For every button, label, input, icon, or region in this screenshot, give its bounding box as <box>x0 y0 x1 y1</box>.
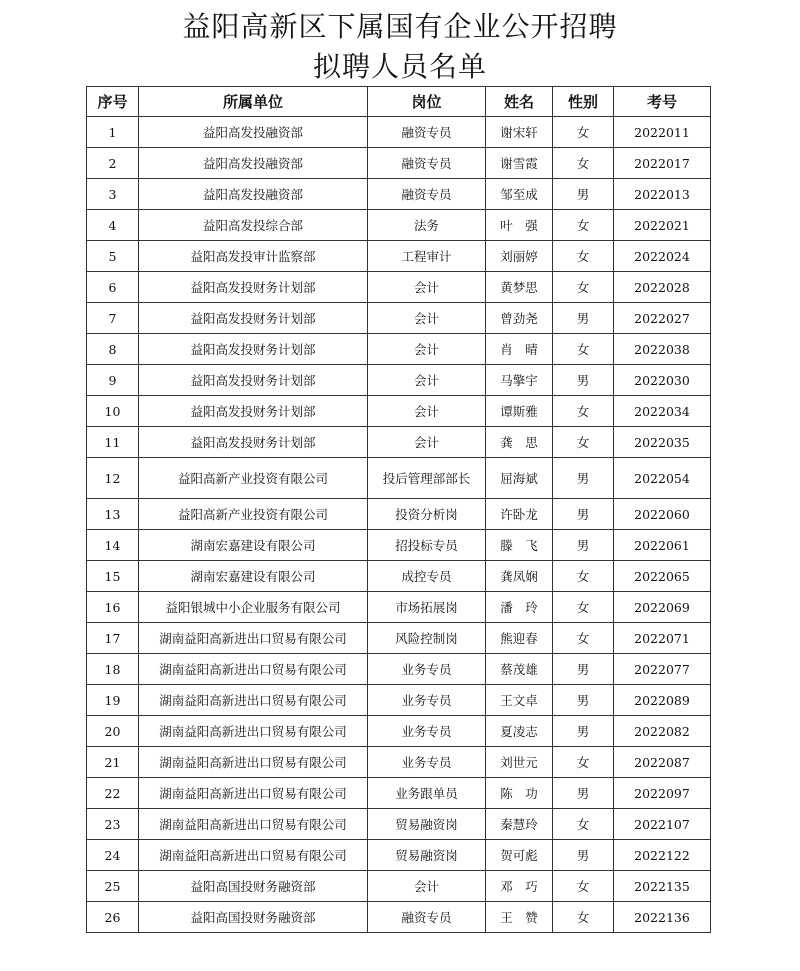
table-row <box>87 210 711 241</box>
cell-gender: 女 <box>553 623 614 654</box>
cell-unit: 湖南益阳高新进出口贸易有限公司 <box>139 747 368 778</box>
cell-index: 6 <box>87 272 139 303</box>
cell-unit: 益阳银城中小企业服务有限公司 <box>139 592 368 623</box>
cell-name: 王 赞 <box>486 902 553 933</box>
table-row <box>87 871 711 902</box>
cell-index: 24 <box>87 840 139 871</box>
cell-name: 夏凌志 <box>486 716 553 747</box>
cell-name: 潘 玲 <box>486 592 553 623</box>
hire-list-table <box>86 86 711 933</box>
cell-exam-number: 2022038 <box>614 334 711 365</box>
cell-index: 15 <box>87 561 139 592</box>
table-row <box>87 458 711 499</box>
cell-exam-number: 2022060 <box>614 499 711 530</box>
cell-gender: 女 <box>553 396 614 427</box>
cell-unit: 湖南益阳高新进出口贸易有限公司 <box>139 809 368 840</box>
cell-unit: 益阳高发投财务计划部 <box>139 396 368 427</box>
cell-gender: 男 <box>553 840 614 871</box>
cell-exam-number: 2022069 <box>614 592 711 623</box>
table-row <box>87 365 711 396</box>
document-title-line1: 益阳高新区下属国有企业公开招聘 <box>182 10 618 43</box>
cell-gender: 男 <box>553 654 614 685</box>
cell-position: 会计 <box>368 272 486 303</box>
cell-gender: 女 <box>553 241 614 272</box>
cell-position: 业务专员 <box>368 747 486 778</box>
cell-position: 会计 <box>368 365 486 396</box>
cell-index: 22 <box>87 778 139 809</box>
cell-unit: 湖南益阳高新进出口贸易有限公司 <box>139 778 368 809</box>
cell-index: 12 <box>87 458 139 499</box>
table-row <box>87 241 711 272</box>
cell-exam-number: 2022089 <box>614 685 711 716</box>
cell-position: 会计 <box>368 334 486 365</box>
cell-name: 龚 思 <box>486 427 553 458</box>
table-row <box>87 530 711 561</box>
cell-position: 会计 <box>368 427 486 458</box>
cell-unit: 益阳高发投财务计划部 <box>139 427 368 458</box>
cell-index: 8 <box>87 334 139 365</box>
cell-unit: 益阳高发投财务计划部 <box>139 334 368 365</box>
cell-unit: 湖南宏嘉建设有限公司 <box>139 561 368 592</box>
cell-gender: 男 <box>553 365 614 396</box>
cell-index: 7 <box>87 303 139 334</box>
cell-index: 14 <box>87 530 139 561</box>
cell-unit: 益阳高国投财务融资部 <box>139 902 368 933</box>
cell-name: 马擎宇 <box>486 365 553 396</box>
table-header-row <box>87 87 711 117</box>
cell-exam-number: 2022107 <box>614 809 711 840</box>
table-row <box>87 778 711 809</box>
cell-index: 11 <box>87 427 139 458</box>
cell-name: 谢宋轩 <box>486 117 553 148</box>
table-row <box>87 272 711 303</box>
cell-position: 招投标专员 <box>368 530 486 561</box>
cell-position: 投后管理部部长 <box>368 458 486 499</box>
cell-position: 法务 <box>368 210 486 241</box>
cell-index: 23 <box>87 809 139 840</box>
cell-unit: 益阳高发投融资部 <box>139 179 368 210</box>
cell-gender: 女 <box>553 272 614 303</box>
cell-position: 业务专员 <box>368 654 486 685</box>
cell-index: 26 <box>87 902 139 933</box>
cell-gender: 女 <box>553 117 614 148</box>
cell-unit: 湖南益阳高新进出口贸易有限公司 <box>139 716 368 747</box>
table-row <box>87 685 711 716</box>
cell-exam-number: 2022028 <box>614 272 711 303</box>
cell-name: 谭斯雅 <box>486 396 553 427</box>
cell-exam-number: 2022097 <box>614 778 711 809</box>
cell-position: 会计 <box>368 396 486 427</box>
cell-index: 2 <box>87 148 139 179</box>
cell-gender: 女 <box>553 210 614 241</box>
table-row <box>87 840 711 871</box>
cell-index: 3 <box>87 179 139 210</box>
cell-position: 市场拓展岗 <box>368 592 486 623</box>
cell-name: 熊迎春 <box>486 623 553 654</box>
cell-exam-number: 2022027 <box>614 303 711 334</box>
header-name: 姓名 <box>486 87 553 117</box>
cell-index: 17 <box>87 623 139 654</box>
cell-name: 肖 晴 <box>486 334 553 365</box>
cell-gender: 男 <box>553 530 614 561</box>
cell-unit: 湖南宏嘉建设有限公司 <box>139 530 368 561</box>
cell-exam-number: 2022054 <box>614 458 711 499</box>
cell-index: 25 <box>87 871 139 902</box>
cell-name: 谢雪霞 <box>486 148 553 179</box>
cell-index: 19 <box>87 685 139 716</box>
cell-name: 邹至成 <box>486 179 553 210</box>
cell-position: 贸易融资岗 <box>368 840 486 871</box>
cell-position: 融资专员 <box>368 179 486 210</box>
cell-gender: 男 <box>553 179 614 210</box>
cell-unit: 益阳高发投审计监察部 <box>139 241 368 272</box>
cell-name: 陈 功 <box>486 778 553 809</box>
cell-index: 9 <box>87 365 139 396</box>
cell-position: 业务跟单员 <box>368 778 486 809</box>
cell-exam-number: 2022082 <box>614 716 711 747</box>
cell-name: 滕 飞 <box>486 530 553 561</box>
cell-exam-number: 2022017 <box>614 148 711 179</box>
cell-exam-number: 2022035 <box>614 427 711 458</box>
cell-exam-number: 2022024 <box>614 241 711 272</box>
table-row <box>87 623 711 654</box>
table-row <box>87 747 711 778</box>
cell-position: 融资专员 <box>368 902 486 933</box>
cell-gender: 女 <box>553 334 614 365</box>
cell-index: 1 <box>87 117 139 148</box>
cell-name: 龚凤娴 <box>486 561 553 592</box>
cell-unit: 益阳高发投财务计划部 <box>139 303 368 334</box>
header-unit: 所属单位 <box>139 87 368 117</box>
cell-exam-number: 2022136 <box>614 902 711 933</box>
table-row <box>87 179 711 210</box>
table-row <box>87 117 711 148</box>
cell-name: 屈海斌 <box>486 458 553 499</box>
cell-index: 10 <box>87 396 139 427</box>
cell-unit: 益阳高新产业投资有限公司 <box>139 499 368 530</box>
cell-unit: 益阳高新产业投资有限公司 <box>139 458 368 499</box>
cell-index: 4 <box>87 210 139 241</box>
cell-unit: 益阳高发投融资部 <box>139 117 368 148</box>
cell-position: 风险控制岗 <box>368 623 486 654</box>
cell-gender: 男 <box>553 778 614 809</box>
cell-unit: 湖南益阳高新进出口贸易有限公司 <box>139 654 368 685</box>
cell-name: 曾劲尧 <box>486 303 553 334</box>
cell-unit: 湖南益阳高新进出口贸易有限公司 <box>139 623 368 654</box>
table-row <box>87 396 711 427</box>
cell-position: 成控专员 <box>368 561 486 592</box>
cell-exam-number: 2022065 <box>614 561 711 592</box>
cell-exam-number: 2022087 <box>614 747 711 778</box>
table-row <box>87 592 711 623</box>
header-index: 序号 <box>87 87 139 117</box>
cell-index: 5 <box>87 241 139 272</box>
cell-position: 融资专员 <box>368 148 486 179</box>
cell-exam-number: 2022030 <box>614 365 711 396</box>
cell-position: 会计 <box>368 303 486 334</box>
cell-exam-number: 2022077 <box>614 654 711 685</box>
cell-name: 刘丽婷 <box>486 241 553 272</box>
cell-name: 蔡茂雄 <box>486 654 553 685</box>
cell-position: 工程审计 <box>368 241 486 272</box>
cell-position: 业务专员 <box>368 716 486 747</box>
table-row <box>87 148 711 179</box>
cell-name: 贺可彪 <box>486 840 553 871</box>
cell-gender: 女 <box>553 592 614 623</box>
cell-gender: 女 <box>553 427 614 458</box>
cell-exam-number: 2022071 <box>614 623 711 654</box>
cell-gender: 女 <box>553 747 614 778</box>
cell-position: 投资分析岗 <box>368 499 486 530</box>
cell-gender: 女 <box>553 871 614 902</box>
cell-gender: 女 <box>553 148 614 179</box>
cell-exam-number: 2022135 <box>614 871 711 902</box>
table-row <box>87 809 711 840</box>
cell-exam-number: 2022011 <box>614 117 711 148</box>
cell-index: 20 <box>87 716 139 747</box>
cell-index: 18 <box>87 654 139 685</box>
cell-unit: 益阳高国投财务融资部 <box>139 871 368 902</box>
cell-exam-number: 2022013 <box>614 179 711 210</box>
table-row <box>87 334 711 365</box>
cell-gender: 男 <box>553 458 614 499</box>
table-row <box>87 902 711 933</box>
cell-index: 16 <box>87 592 139 623</box>
cell-name: 许卧龙 <box>486 499 553 530</box>
cell-unit: 湖南益阳高新进出口贸易有限公司 <box>139 840 368 871</box>
document-title-line2: 拟聘人员名单 <box>312 50 487 83</box>
cell-gender: 女 <box>553 561 614 592</box>
cell-gender: 男 <box>553 685 614 716</box>
cell-unit: 益阳高发投财务计划部 <box>139 365 368 396</box>
cell-name: 邓 巧 <box>486 871 553 902</box>
cell-unit: 益阳高发投综合部 <box>139 210 368 241</box>
header-exam-number: 考号 <box>614 87 711 117</box>
cell-exam-number: 2022034 <box>614 396 711 427</box>
cell-exam-number: 2022061 <box>614 530 711 561</box>
cell-name: 叶 强 <box>486 210 553 241</box>
cell-unit: 益阳高发投融资部 <box>139 148 368 179</box>
table-row <box>87 654 711 685</box>
table-row <box>87 303 711 334</box>
cell-position: 业务专员 <box>368 685 486 716</box>
cell-position: 融资专员 <box>368 117 486 148</box>
cell-name: 刘世元 <box>486 747 553 778</box>
cell-gender: 女 <box>553 809 614 840</box>
cell-exam-number: 2022122 <box>614 840 711 871</box>
cell-exam-number: 2022021 <box>614 210 711 241</box>
cell-gender: 女 <box>553 902 614 933</box>
header-gender: 性别 <box>553 87 614 117</box>
header-position: 岗位 <box>368 87 486 117</box>
cell-unit: 湖南益阳高新进出口贸易有限公司 <box>139 685 368 716</box>
cell-gender: 男 <box>553 499 614 530</box>
cell-gender: 男 <box>553 716 614 747</box>
table-row <box>87 561 711 592</box>
cell-name: 王文卓 <box>486 685 553 716</box>
cell-index: 21 <box>87 747 139 778</box>
cell-position: 会计 <box>368 871 486 902</box>
table-row <box>87 499 711 530</box>
cell-gender: 男 <box>553 303 614 334</box>
cell-index: 13 <box>87 499 139 530</box>
table-row <box>87 427 711 458</box>
table-row <box>87 716 711 747</box>
cell-name: 秦慧玲 <box>486 809 553 840</box>
cell-unit: 益阳高发投财务计划部 <box>139 272 368 303</box>
cell-position: 贸易融资岗 <box>368 809 486 840</box>
cell-name: 黄梦思 <box>486 272 553 303</box>
